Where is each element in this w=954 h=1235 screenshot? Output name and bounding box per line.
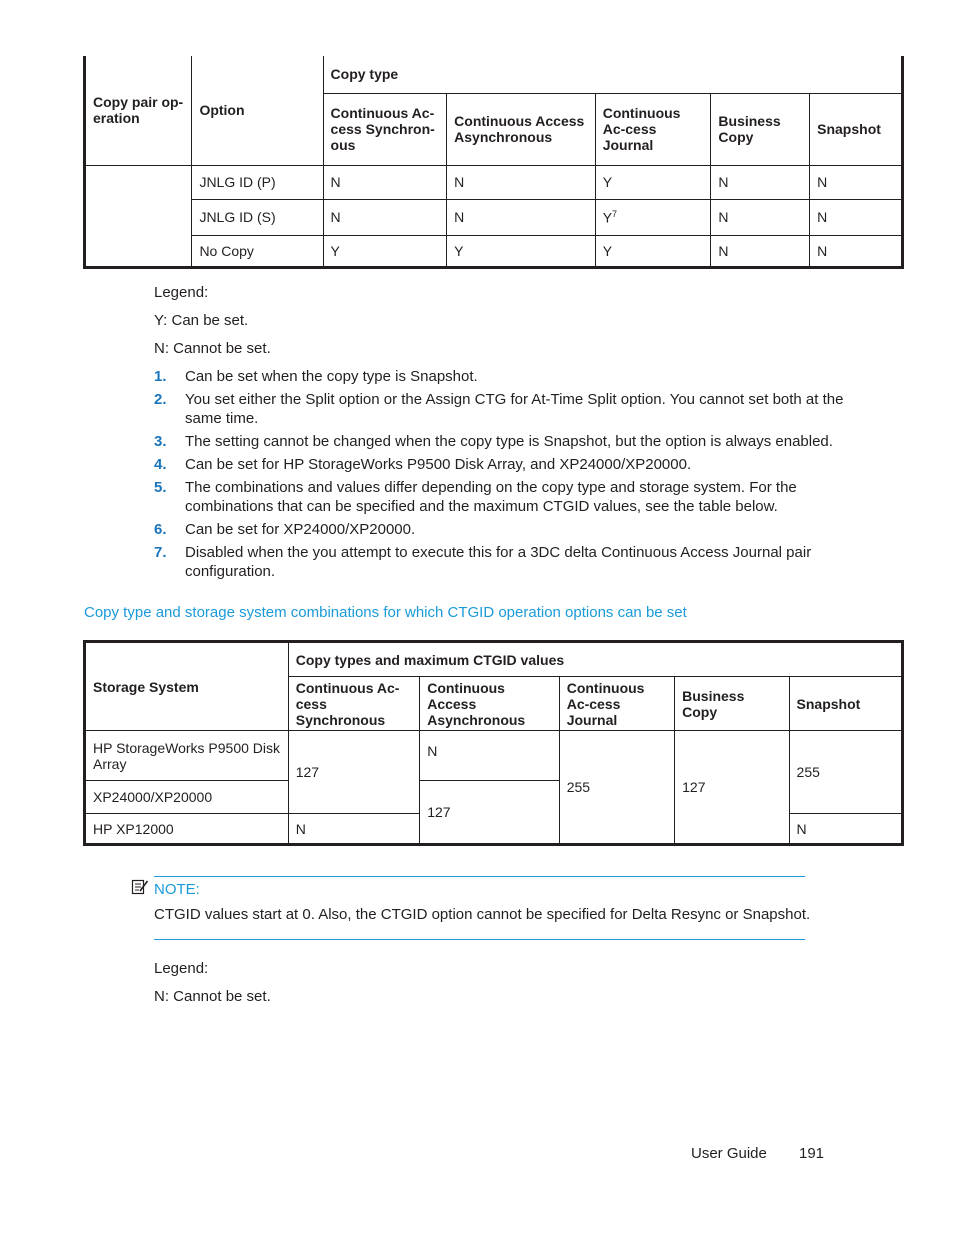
list-item (154, 390, 844, 428)
footnote-list (154, 367, 844, 585)
footer-label: User Guide (691, 1145, 767, 1162)
value-text: Y (602, 209, 613, 226)
footnote-text: The combinations and values differ depending on the copy type and storage system. For the combinations that can be specified and the maximum CTGID values, see the table below. (185, 479, 797, 515)
footnote-number: 4. (154, 456, 167, 473)
value-cell: N (420, 731, 560, 781)
note-label: NOTE: (154, 881, 200, 898)
value-cell: 127 (675, 731, 789, 845)
legend-title: Legend: (154, 960, 209, 977)
value-cell: Y (323, 235, 447, 267)
footnote-text: Can be set for HP StorageWorks P9500 Disk Array, and XP24000/XP20000. (185, 456, 692, 473)
value-cell-with-footnote (595, 199, 711, 235)
value-cell: N (810, 199, 903, 235)
value-cell: N (810, 165, 903, 199)
header-business-copy: Business Copy (675, 677, 789, 731)
value-cell: 255 (789, 731, 902, 814)
option-cell: JNLG ID (P) (192, 165, 323, 199)
value-cell: N (323, 165, 447, 199)
footnote-text: The setting cannot be changed when the copy type is Snapshot, but the option is always enabled. (185, 433, 833, 450)
value-cell: N (323, 199, 447, 235)
header-copy-types-ctgid: Copy types and maximum CTGID values (288, 642, 902, 677)
value-cell: N (810, 235, 903, 267)
list-item (154, 478, 844, 516)
value-cell: Y (595, 235, 711, 267)
value-cell: 127 (420, 781, 560, 845)
value-cell: Y (595, 165, 711, 199)
value-cell: 255 (559, 731, 674, 845)
header-ca-sync: Continuous Ac-cess Synchronous (288, 677, 419, 731)
header-ca-async: Continuous Access Asynchronous (420, 677, 560, 731)
list-item (154, 455, 844, 474)
footnote-ref: 7 (612, 208, 618, 219)
footnote-text: Can be set when the copy type is Snapshot. (185, 368, 478, 385)
page-number: 191 (799, 1145, 825, 1162)
header-ca-journal: Continuous Ac-cess Journal (559, 677, 674, 731)
table-row (85, 731, 903, 781)
table-row (85, 165, 903, 199)
header-business-copy: Business Copy (711, 93, 810, 165)
value-cell: 127 (288, 731, 419, 814)
table-row (85, 199, 903, 235)
header-ca-journal: Continuous Ac-cess Journal (595, 93, 711, 165)
system-cell: HP StorageWorks P9500 Disk Array (85, 731, 289, 781)
footnote-number: 7. (154, 544, 167, 561)
legend-title: Legend: (154, 284, 209, 301)
header-option: Option (192, 56, 323, 165)
footnote-number: 2. (154, 391, 167, 408)
value-cell: N (711, 235, 810, 267)
footnote-number: 5. (154, 479, 167, 496)
note-icon (131, 878, 149, 896)
header-ca-sync: Continuous Ac-cess Synchron-ous (323, 93, 447, 165)
value-cell: N (447, 199, 596, 235)
footnote-text: You set either the Split option or the Assign CTG for At-Time Split option. You cannot set both at the same time. (185, 391, 844, 427)
legend-n: N: Cannot be set. (154, 340, 271, 357)
value-cell: N (288, 814, 419, 845)
note-top-rule (154, 876, 805, 877)
footnote-text: Can be set for XP24000/XP20000. (185, 521, 416, 538)
copy-pair-options-table (83, 56, 904, 269)
legend-y: Y: Can be set. (154, 312, 249, 329)
footnote-text: Disabled when the you attempt to execute this for a 3DC delta Continuous Access Journal pair configuration. (185, 544, 812, 580)
header-storage-system: Storage System (85, 642, 289, 731)
header-copy-type: Copy type (323, 56, 902, 93)
section-heading-link[interactable]: Copy type and storage system combinations for which CTGID operation options can be set (84, 604, 687, 621)
header-snapshot: Snapshot (789, 677, 902, 731)
list-item (154, 543, 844, 581)
header-ca-async: Continuous Access Asynchronous (447, 93, 596, 165)
footnote-number: 3. (154, 433, 167, 450)
note-text: CTGID values start at 0. Also, the CTGID option cannot be specified for Delta Resync or Snapshot. (154, 906, 811, 923)
option-cell: No Copy (192, 235, 323, 267)
value-cell: N (711, 199, 810, 235)
header-snapshot: Snapshot (810, 93, 903, 165)
header-copy-pair-operation: Copy pair op-eration (85, 56, 192, 165)
option-cell: JNLG ID (S) (192, 199, 323, 235)
note-bottom-rule (154, 939, 805, 940)
legend-n: N: Cannot be set. (154, 988, 271, 1005)
footnote-number: 6. (154, 521, 167, 538)
system-cell: XP24000/XP20000 (85, 781, 289, 814)
value-cell: N (789, 814, 902, 845)
list-item (154, 520, 844, 539)
ctgid-values-table (83, 640, 904, 846)
table-row (85, 235, 903, 267)
system-cell: HP XP12000 (85, 814, 289, 845)
value-cell: N (711, 165, 810, 199)
list-item (154, 432, 844, 451)
value-cell: Y (447, 235, 596, 267)
footnote-number: 1. (154, 368, 167, 385)
empty-operation-cell (85, 165, 192, 267)
value-cell: N (447, 165, 596, 199)
list-item (154, 367, 844, 386)
